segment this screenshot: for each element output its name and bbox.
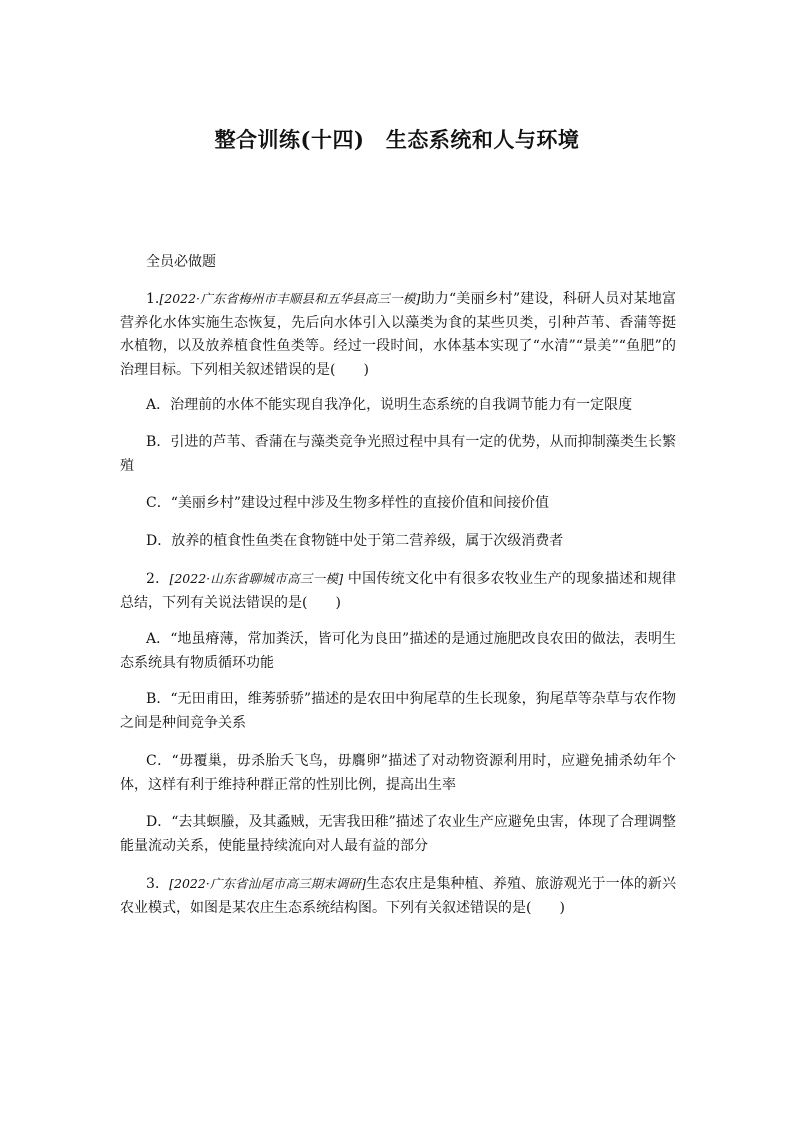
question-2-option-b: B．“无田甫田，维莠骄骄”描述的是农田中狗尾草的生长现象，狗尾草等杂草与农作物之间是种间竞争关系 bbox=[120, 691, 676, 731]
question-1-option-b: B．引进的芦苇、香蒲在与藻类竞争光照过程中具有一定的优势，从而抑制藻类生长繁殖 bbox=[120, 434, 676, 474]
question-number: 2． bbox=[146, 571, 170, 587]
question-2-option-d: D．“去其螟螣，及其蟊贼，无害我田稚”描述了农业生产应避免虫害，体现了合理调整能量流动关系，使能量持续流向对人最有益的部分 bbox=[120, 814, 676, 854]
question-2-option-c: C．“毋覆巢，毋杀胎夭飞鸟，毋麛卵”描述了对动物资源利用时，应避免捕杀幼年个体，这样有利于维持种群正常的性别比例，提高出生率 bbox=[120, 753, 676, 793]
question-number: 3． bbox=[146, 876, 170, 892]
question-source: [2022·广东省梅州市丰顺县和五华县高三一模] bbox=[159, 291, 421, 306]
page-title: 整合训练(十四) 生态系统和人与环境 bbox=[214, 127, 580, 152]
question-1-option-c: C．“美丽乡村”建设过程中涉及生物多样性的直接价值和间接价值 bbox=[146, 495, 550, 511]
question-number: 1. bbox=[146, 291, 160, 307]
question-text: 中国传统文化中有很多农牧业生产的现象描述和规律总结，下列有关说法错误的是( ) bbox=[120, 571, 676, 611]
question-1-option-a: A．治理前的水体不能实现自我净化，说明生态系统的自我调节能力有一定限度 bbox=[146, 397, 633, 413]
question-1-stem bbox=[120, 287, 676, 382]
question-text: 生态农庄是集种植、养殖、旅游观光于一体的新兴农业模式，如图是某农庄生态系统结构图。下列有关叙述错误的是( ) bbox=[120, 876, 676, 916]
question-source: [2022·山东省聊城市高三一模] bbox=[169, 571, 344, 586]
question-text: 助力“美丽乡村”建设，科研人员对某地富营养化水体实施生态恢复，先后向水体引入以藻类为食的某些贝类，引种芦苇、香蒲等挺水植物，以及放养植食性鱼类等。经过一段时间，水体基本实现了“水清”“景美”“鱼肥”的治理目标。下列相关叙述错误的是( ) bbox=[120, 291, 676, 378]
question-2-option-a: A．“地虽瘠薄，常加粪沃，皆可化为良田”描述的是通过施肥改良农田的做法，表明生态系统具有物质循环功能 bbox=[120, 631, 676, 671]
question-2-stem bbox=[120, 567, 676, 615]
section-label: 全员必做题 bbox=[146, 254, 216, 270]
question-1-option-d: D．放养的植食性鱼类在食物链中处于第二营养级，属于次级消费者 bbox=[146, 533, 564, 549]
question-source: [2022·广东省汕尾市高三期末调研] bbox=[169, 876, 366, 891]
question-3-stem bbox=[120, 872, 676, 920]
